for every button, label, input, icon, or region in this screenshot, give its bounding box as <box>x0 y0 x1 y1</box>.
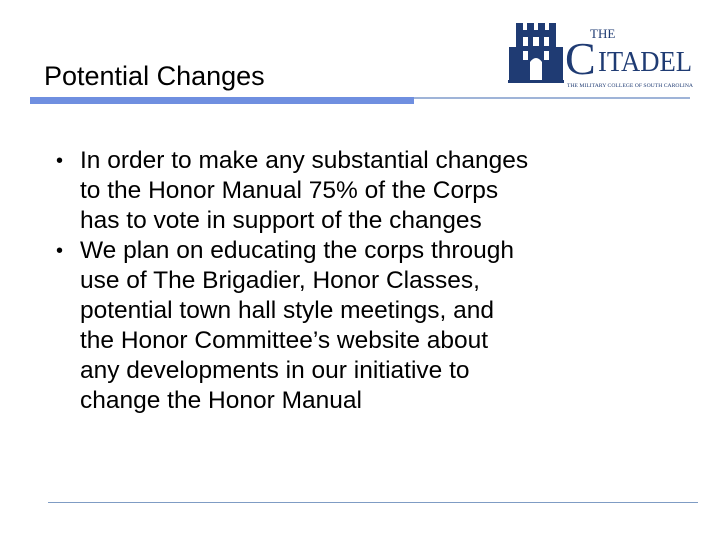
citadel-tower-icon <box>508 23 564 83</box>
footer-divider-line <box>48 502 698 503</box>
bullet-line: use of The Brigadier, Honor Classes, <box>80 267 480 294</box>
bullet-line: any developments in our initiative to <box>80 357 470 384</box>
logo-the-text: THE <box>590 26 616 41</box>
bullet-dot-icon: • <box>56 150 64 172</box>
bullet-line: change the Honor Manual <box>80 387 362 414</box>
logo-name-text: ITADEL <box>598 47 692 78</box>
bullet-line: to the Honor Manual 75% of the Corps <box>80 177 499 204</box>
bullet-line: In order to make any substantial changes <box>80 147 529 174</box>
bullet-line: We plan on educating the corps through <box>80 237 515 264</box>
bullet-dot-icon: • <box>56 240 64 262</box>
bullet-line: the Honor Committee’s website about <box>80 327 489 354</box>
bullet-item <box>52 146 692 236</box>
bullet-item <box>52 236 692 416</box>
bullet-list <box>52 146 692 416</box>
title-accent-bar <box>30 97 414 104</box>
logo-initial-text: C <box>565 33 596 84</box>
logo-subtitle-text: THE MILITARY COLLEGE OF SOUTH CAROLINA <box>567 83 693 89</box>
citadel-logo <box>508 17 698 93</box>
bullet-line: potential town hall style meetings, and <box>80 297 495 324</box>
slide-title: Potential Changes <box>44 61 265 91</box>
bullet-line: has to vote in support of the changes <box>80 207 482 234</box>
title-divider-line <box>414 97 690 99</box>
